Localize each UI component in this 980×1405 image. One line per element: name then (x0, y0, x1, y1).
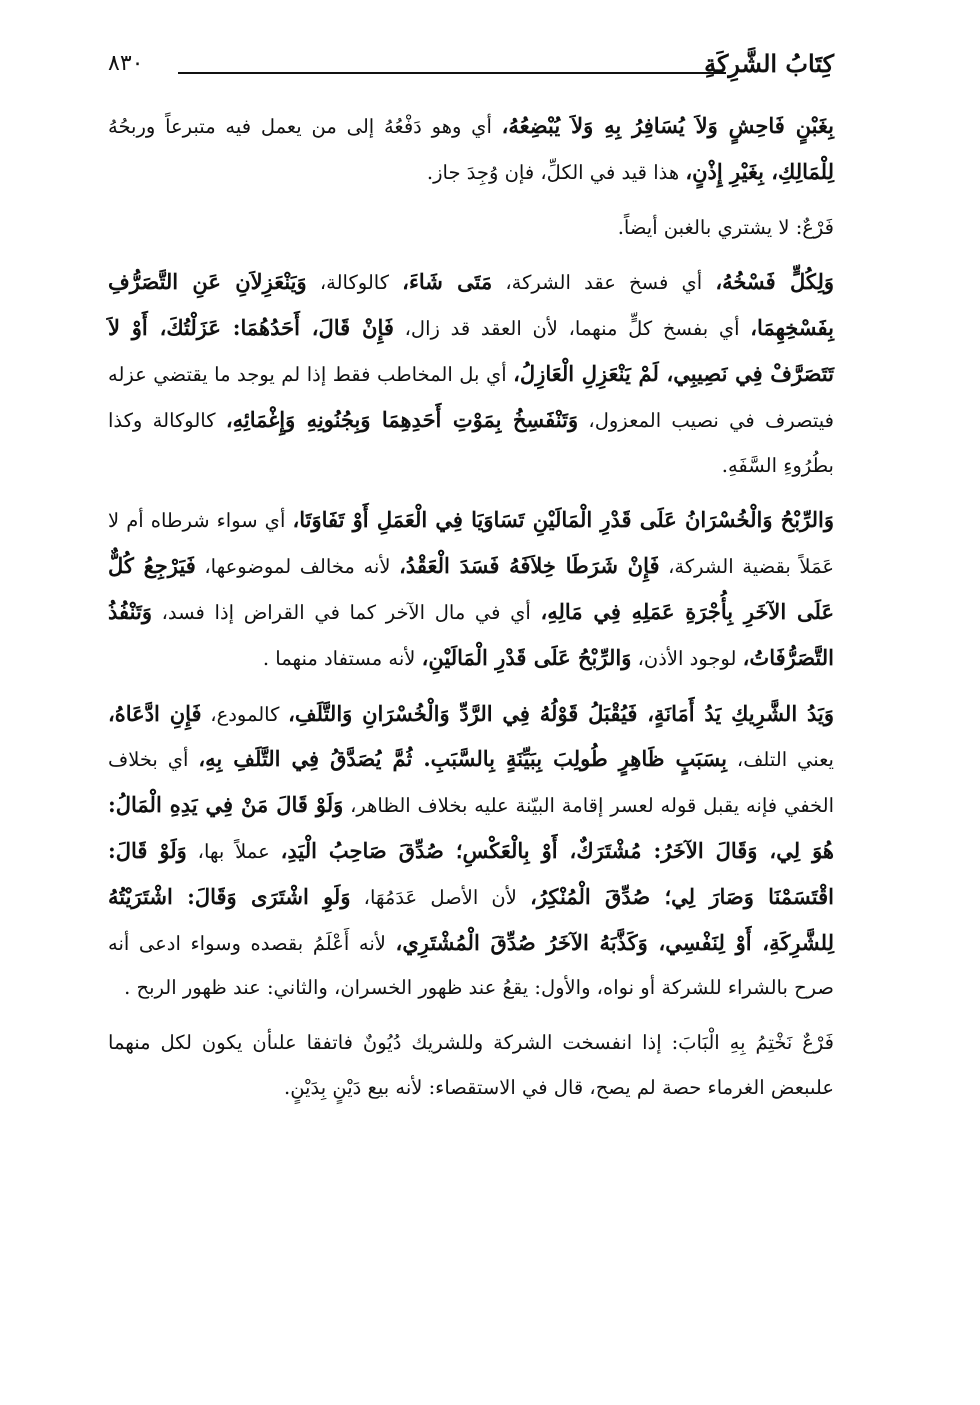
chapter-title: كِتَابُ الشَّرِكَةِ (704, 49, 834, 78)
sharh-text: أي بخلاف الخفي فإنه يقبل قوله لعسر إقامة البيّنة عليه بخلاف الظاهر، (108, 748, 834, 818)
sharh-text: كالوكالة وكذا بطُرُوءِ السَّفَهِ. (108, 408, 834, 477)
sharh-text: كالمودع، (201, 702, 289, 726)
sharh-text: هذا قيد في الكلِّ، فإن وُجِدَ جاز. (426, 160, 686, 184)
sharh-text: أي بل المخاطب فقط إذا لم يوجد ما يقتضي عزله فيتصرف في نصيب المعزول، (108, 362, 834, 432)
sharh-text: أي بفسخ كلٍّ منهما، لأن العقد قد زال، (393, 317, 751, 341)
sharh-text: أي وهو دَفْعُهُ إلى من يعمل فيه متبرعاً وربحُهُ (108, 115, 502, 138)
sharh-text: أي في مال الآخر كما في القراض إذا فسد، (151, 600, 541, 624)
matn-text: بِسَبَبٍ ظَاهِرٍ طُولِبَ بِبَيِّنَةٍ بِالسَّبَبِ. ثُمَّ يُصَدَّقُ فِي التَّلَفِ بِهِ، (198, 746, 728, 772)
matn-text: وَالرِّبْحُ وَالْخُسْرَانُ عَلَى قَدْرِ الْمَالَيْنِ تَسَاوَيَا فِي الْعَمَلِ أَوْ تَفَاوَتَا، (292, 507, 835, 533)
matn-text: فَإِنْ شَرَطَا خِلاَفَهُ فَسَدَ الْعَقْدُ، (399, 553, 660, 579)
sharh-text: فَرْعٌ نَخْتِمُ بِهِ الْبَابَ: إذا انفسخت الشركة وللشريك دُيُونٌ فاتفقا علىأن يكون لكل منهما علىبعض الغرماء حصة لم يصح، قال في الاستقصاء: لأنه بيع دَيْنٍ بِدَيْنٍ. (108, 1031, 834, 1099)
sharh-text: أي فسخ عقد الشركة، (492, 271, 716, 295)
paragraph (108, 260, 834, 488)
matn-text: وَلَوِ اشْتَرَى وَقَالَ: اشْتَرَيْتُهُ لِلشَّرِكَةِ، أَوْ لِنَفْسِي، وَكَذَّبَهُ الآخَرُ صُدِّقَ الْمُشْتَرِي، (108, 883, 834, 955)
matn-text: لِلْمَالِكِ، بِغَيْرِ إِذْنٍ، (685, 158, 834, 184)
sharh-text: لوجود الأذن، (631, 646, 743, 670)
matn-text: وَلَوْ قَالَ مَنْ فِي يَدِهِ الْمَالُ: هُوَ لِي، وَقَالَ الآخَرُ: مُشْتَرَكٌ، أَوْ بِالْعَكْسِ؛ صُدِّقَ صَاحِبُ الْيَدِ، (108, 792, 834, 863)
paragraph (108, 206, 834, 251)
paragraph (108, 1021, 834, 1111)
matn-text: فَإِنِ ادَّعَاهُ، (108, 700, 202, 726)
sharh-text: لأنه مستفاد منهما . (262, 646, 422, 670)
sharh-text: عملاً بها، (186, 839, 281, 863)
matn-text: وَلِكُلٍّ فَسْخُهُ، (715, 269, 835, 295)
matn-text: وَتَنْفَسِخُ بِمَوْتِ أَحَدِهِمَا وَبِجُنُونِهِ وَإِغْمَائِهِ، (225, 406, 579, 432)
matn-text: وَيَنْعَزِلاَنِ عَنِ التَّصَرُّفِ بِفَسْخِهِمَا، (108, 269, 835, 341)
matn-text: مَتَى شَاءَ، (402, 269, 493, 295)
matn-text: فَيَرْجِعُ كُلٌّ عَلَى الآخَرِ بِأُجْرَةِ عَمَلِهِ فِي مَالِهِ، (108, 553, 834, 624)
sharh-text: لأن الأصل عَدَمُهَا، (350, 885, 531, 909)
matn-text: وَالرِّبْحُ عَلَى قَدْرِ الْمَالَيْنِ، (421, 644, 632, 670)
paragraph (108, 692, 834, 1012)
sharh-text: فَرْعٌ: لا يشتري بالغبن أيضاً. (617, 215, 834, 239)
matn-text: فَإِنْ قَالَ، أَحَدُهُمَا: عَزَلْتُكَ، أَوْ لاَ تَتَصَرَّفْ فِي نَصِيبِي، لَمْ يَنْعَزِلِ الْعَازِلُ، (108, 315, 834, 386)
paragraph (108, 104, 834, 196)
matn-text: وَلَوْ قَالَ: اقْتَسَمْنَا وَصَارَ لِي؛ صُدِّقَ الْمُنْكِرُ، (108, 837, 834, 909)
body-text (108, 104, 834, 1111)
sharh-text: لأنه أَعْلَمُ بقصده وسواء ادعى أنه صرح بالشراء للشركة أو نواه، والأول: يقعُ عند ظهور الخسران، والثاني: عند ظهور الربح . (108, 931, 834, 1000)
page-number: ٨٣٠ (108, 51, 144, 76)
sharh-text: أي سواء شرطاه أم لا عَمَلاً بقضية الشركة، (108, 509, 834, 579)
matn-text: وَيَدُ الشَّرِيكِ يَدُ أَمَانَةٍ، فَيُقْبَلُ قَوْلُهُ فِي الرَّدِّ وَالْخُسْرَانِ وَالتَّلَفِ، (288, 700, 834, 726)
running-header (108, 48, 834, 88)
header-rule (178, 72, 726, 74)
sharh-text: كالوكالة، (306, 271, 403, 295)
matn-text: بِغَبْنٍ فَاحِشٍ وَلاَ يُسَافِرُ بِهِ وَلاَ يُبْضِعُهُ، (501, 113, 834, 138)
sharh-text: لأنه مخالف لموضوعها، (195, 555, 400, 579)
matn-text: وَتَنْفُذُ التَّصَرُّفَاتُ، (108, 598, 834, 670)
paragraph (108, 498, 834, 681)
sharh-text: يعني التلف، (727, 748, 834, 772)
